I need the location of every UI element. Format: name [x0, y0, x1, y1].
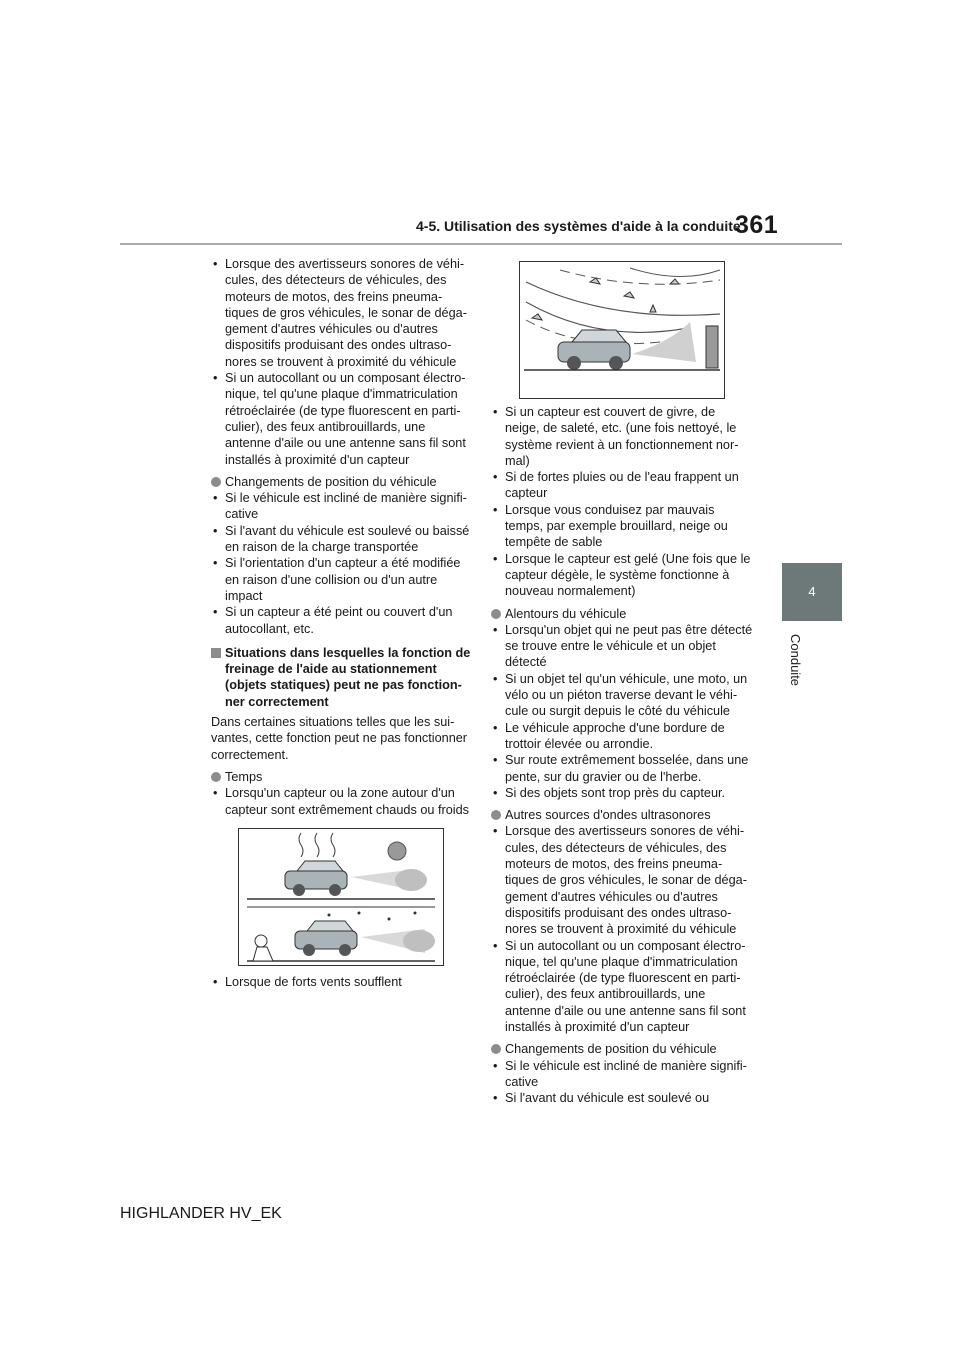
list-item: • Si un autocollant ou un composant électro-nique, tel qu'une plaque d'immatriculation rétroéclairée (de type fluorescent en parti-culier), des feux antibrouillards, une antenne d'aile ou une antenne sans fil sont installés à proximité d'un capteur: [211, 370, 473, 468]
wind-illustration: [519, 261, 725, 399]
list-item: • Sur route extrêmement bosselée, dans une pente, sur du gravier ou de l'herbe.: [491, 752, 753, 785]
section-heading: Autres sources d'ondes ultrasonores: [491, 807, 753, 823]
intro-paragraph: Dans certaines situations telles que les sui-vantes, cette fonction peut ne pas fonctionner correctement.: [211, 715, 468, 762]
list-item: • Si de fortes pluies ou de l'eau frappent un capteur: [491, 469, 753, 502]
list-item: • Lorsqu'un objet qui ne peut pas être détecté se trouve entre le véhicule et un objet détecté: [491, 622, 753, 671]
list-item: • Lorsque des avertisseurs sonores de véhi-cules, des détecteurs de véhicules, des moteurs de motos, des freins pneuma-tiques de gros véhicules, le sonar de déga-gement d'autres véhicules ou d'autres dispositifs produisant des ondes ultraso-nores se trouvent à proximité du véhicule: [211, 256, 473, 370]
section-heading: Alentours du véhicule: [491, 606, 753, 622]
bullet-list: [491, 404, 753, 600]
temperature-illustration: [238, 828, 444, 966]
strong-wind-car-icon: [520, 262, 724, 398]
list-item: • Si l'avant du véhicule est soulevé ou: [491, 1090, 753, 1106]
list-item: • Lorsque des avertisseurs sonores de véhi-cules, des détecteurs de véhicules, des moteurs de motos, des freins pneuma-tiques de gros véhicules, le sonar de déga-gement d'autres véhicules ou d'autres dispositifs produisant des ondes ultraso-nores se trouvent à proximité du véhicule: [491, 823, 753, 937]
chapter-tab[interactable]: 4: [782, 563, 842, 621]
list-item: • Si un autocollant ou un composant électro-nique, tel qu'une plaque d'immatriculation rétroéclairée (de type fluorescent en parti-culier), des feux antibrouillards, une antenne d'aile ou une antenne sans fil sont installés à proximité d'un capteur: [491, 938, 753, 1036]
section-title: 4-5. Utilisation des systèmes d'aide à la conduite: [416, 218, 741, 234]
list-item: • Lorsque le capteur est gelé (Une fois que le capteur dégèle, le système fonctionne à nouveau normalement): [491, 551, 753, 600]
bullet-list: [491, 622, 753, 801]
list-item: • Si des objets sont trop près du capteur.: [491, 785, 753, 801]
wind-figure-container: [519, 261, 781, 399]
bullet-list: [211, 974, 473, 990]
bullet-list: [211, 256, 473, 468]
bullet-list: [211, 785, 473, 818]
list-item: • Si l'orientation d'un capteur a été modifiée en raison d'une collision ou d'un autre impact: [211, 555, 473, 604]
list-item: • Si un objet tel qu'un véhicule, une moto, un vélo ou un piéton traverse devant le véhi-cule ou surgit depuis le côté du véhicule: [491, 671, 753, 720]
list-item: • Lorsqu'un capteur ou la zone autour d'un capteur sont extrêmement chauds ou froids: [211, 785, 473, 818]
bullet-list: [491, 1058, 753, 1107]
list-item: • Lorsque de forts vents soufflent: [211, 974, 473, 990]
subheading: Situations dans lesquelles la fonction de freinage de l'aide au stationnement (objets statiques) peut ne pas fonction-ner correctement: [211, 645, 473, 710]
header-divider: [120, 243, 842, 245]
list-item: • Lorsque vous conduisez par mauvais temps, par exemple brouillard, neige ou tempête de sable: [491, 502, 753, 551]
list-item: • Si le véhicule est incliné de manière signifi-cative: [211, 490, 473, 523]
footer-model: HIGHLANDER HV_EK: [120, 1205, 282, 1222]
hot-cold-car-icon: [239, 829, 443, 965]
chapter-label: Conduite: [788, 634, 803, 687]
list-item: • Si le véhicule est incliné de manière signifi-cative: [491, 1058, 753, 1091]
list-item: • Si un capteur est couvert de givre, de neige, de saleté, etc. (une fois nettoyé, le système revient à un fonctionnement nor-mal): [491, 404, 753, 469]
list-item: • Si l'avant du véhicule est soulevé ou baissé en raison de la charge transportée: [211, 523, 473, 556]
section-heading: Temps: [211, 769, 473, 785]
bullet-list: [491, 823, 753, 1035]
list-item: • Le véhicule approche d'une bordure de trottoir élevée ou arrondie.: [491, 720, 753, 753]
left-column: [211, 256, 473, 990]
list-item: • Si un capteur a été peint ou couvert d'un autocollant, etc.: [211, 604, 473, 637]
section-heading: Changements de position du véhicule: [491, 1041, 753, 1057]
right-column: [491, 404, 753, 1106]
section-heading: Changements de position du véhicule: [211, 474, 473, 490]
bullet-list: [211, 490, 473, 637]
page-number: 361: [735, 211, 779, 239]
